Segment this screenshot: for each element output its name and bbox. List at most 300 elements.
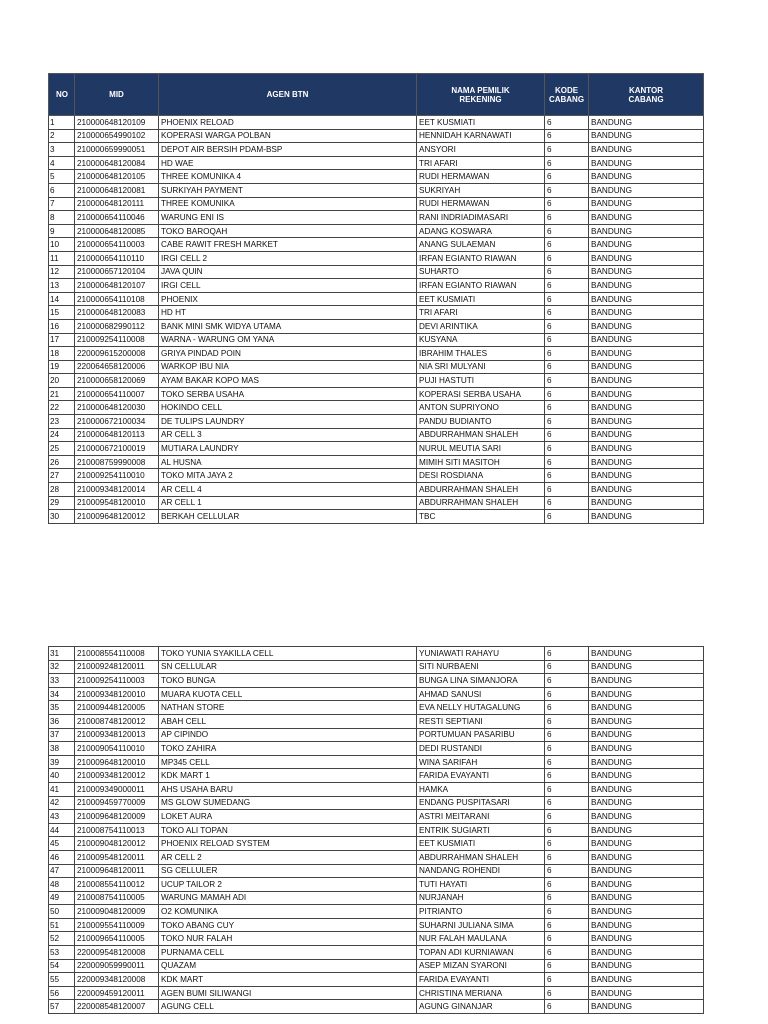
cell-kantor-cabang: BANDUNG (589, 918, 704, 932)
cell-kode-cabang: 6 (545, 306, 589, 320)
cell-nama-pemilik: PITRIANTO (417, 905, 545, 919)
cell-nama-pemilik: TBC (417, 510, 545, 524)
cell-agen-btn: MS GLOW SUMEDANG (159, 796, 417, 810)
cell-agen-btn: PHOENIX (159, 292, 417, 306)
cell-nama-pemilik: RUDI HERMAWAN (417, 170, 545, 184)
cell-kode-cabang: 6 (545, 401, 589, 415)
cell-kantor-cabang: BANDUNG (589, 946, 704, 960)
cell-kantor-cabang: BANDUNG (589, 823, 704, 837)
cell-kode-cabang: 6 (545, 455, 589, 469)
table-row (49, 306, 704, 320)
cell-agen-btn: AL HUSNA (159, 455, 417, 469)
table-row (49, 183, 704, 197)
cell-agen-btn: PURNAMA CELL (159, 946, 417, 960)
cell-agen-btn: PHOENIX RELOAD SYSTEM (159, 837, 417, 851)
cell-no: 56 (49, 986, 75, 1000)
cell-kantor-cabang: BANDUNG (589, 347, 704, 361)
cell-mid: 210000648120111 (75, 197, 159, 211)
cell-nama-pemilik: EET KUSMIATI (417, 837, 545, 851)
cell-agen-btn: MP345 CELL (159, 755, 417, 769)
cell-mid: 220064658120006 (75, 360, 159, 374)
cell-kode-cabang: 6 (545, 796, 589, 810)
cell-kantor-cabang: BANDUNG (589, 932, 704, 946)
cell-no: 27 (49, 469, 75, 483)
cell-mid: 210008759990008 (75, 455, 159, 469)
cell-kantor-cabang: BANDUNG (589, 660, 704, 674)
cell-agen-btn: O2 KOMUNIKA (159, 905, 417, 919)
cell-mid: 210000654990102 (75, 129, 159, 143)
cell-mid: 210000648120084 (75, 156, 159, 170)
cell-agen-btn: SURKIYAH PAYMENT (159, 183, 417, 197)
table-row (49, 986, 704, 1000)
cell-agen-btn: TOKO BUNGA (159, 674, 417, 688)
table-row (49, 156, 704, 170)
cell-agen-btn: THREE KOMUNIKA (159, 197, 417, 211)
cell-kode-cabang: 6 (545, 837, 589, 851)
cell-agen-btn: TOKO SERBA USAHA (159, 387, 417, 401)
cell-kode-cabang: 6 (545, 878, 589, 892)
cell-kode-cabang: 6 (545, 905, 589, 919)
cell-mid: 210008554110008 (75, 647, 159, 661)
cell-agen-btn: KDK MART 1 (159, 769, 417, 783)
table-row (49, 1000, 704, 1014)
table-row (49, 292, 704, 306)
cell-agen-btn: JAVA QUIN (159, 265, 417, 279)
cell-nama-pemilik: EVA NELLY HUTAGALUNG (417, 701, 545, 715)
cell-mid: 220009615200008 (75, 347, 159, 361)
cell-nama-pemilik: IBRAHIM THALES (417, 347, 545, 361)
cell-kantor-cabang: BANDUNG (589, 401, 704, 415)
cell-kantor-cabang: BANDUNG (589, 415, 704, 429)
cell-agen-btn: WARNA - WARUNG OM YANA (159, 333, 417, 347)
cell-kantor-cabang: BANDUNG (589, 782, 704, 796)
cell-mid: 210009349000011 (75, 782, 159, 796)
cell-kantor-cabang: BANDUNG (589, 292, 704, 306)
cell-nama-pemilik: NUR FALAH MAULANA (417, 932, 545, 946)
cell-kode-cabang: 6 (545, 224, 589, 238)
cell-mid: 210000657120104 (75, 265, 159, 279)
cell-kantor-cabang: BANDUNG (589, 728, 704, 742)
table-row (49, 810, 704, 824)
cell-agen-btn: HD HT (159, 306, 417, 320)
cell-no: 40 (49, 769, 75, 783)
cell-kantor-cabang: BANDUNG (589, 973, 704, 987)
cell-kantor-cabang: BANDUNG (589, 455, 704, 469)
cell-kode-cabang: 6 (545, 170, 589, 184)
table-row (49, 224, 704, 238)
cell-no: 18 (49, 347, 75, 361)
cell-agen-btn: QUAZAM (159, 959, 417, 973)
table-row (49, 891, 704, 905)
table-row (49, 864, 704, 878)
cell-nama-pemilik: ABDURRAHMAN SHALEH (417, 850, 545, 864)
cell-mid: 210000648120107 (75, 279, 159, 293)
cell-no: 5 (49, 170, 75, 184)
cell-no: 39 (49, 755, 75, 769)
cell-kantor-cabang: BANDUNG (589, 143, 704, 157)
cell-no: 31 (49, 647, 75, 661)
cell-mid: 210009048120009 (75, 905, 159, 919)
cell-agen-btn: TOKO MITA JAYA 2 (159, 469, 417, 483)
cell-mid: 210008748120012 (75, 714, 159, 728)
cell-kode-cabang: 6 (545, 510, 589, 524)
table-row (49, 279, 704, 293)
cell-kantor-cabang: BANDUNG (589, 810, 704, 824)
cell-mid: 210000648120030 (75, 401, 159, 415)
cell-mid: 210000654110110 (75, 251, 159, 265)
cell-kantor-cabang: BANDUNG (589, 238, 704, 252)
table-row (49, 878, 704, 892)
cell-kantor-cabang: BANDUNG (589, 878, 704, 892)
table-row (49, 755, 704, 769)
cell-nama-pemilik: PORTUMUAN PASARIBU (417, 728, 545, 742)
cell-no: 33 (49, 674, 75, 688)
cell-kantor-cabang: BANDUNG (589, 319, 704, 333)
cell-no: 22 (49, 401, 75, 415)
table-row (49, 647, 704, 661)
cell-mid: 220009059990011 (75, 959, 159, 973)
cell-no: 34 (49, 687, 75, 701)
cell-kode-cabang: 6 (545, 714, 589, 728)
cell-kode-cabang: 6 (545, 116, 589, 130)
cell-nama-pemilik: AHMAD SANUSI (417, 687, 545, 701)
cell-no: 26 (49, 455, 75, 469)
cell-kode-cabang: 6 (545, 932, 589, 946)
table-row (49, 674, 704, 688)
cell-nama-pemilik: NURJANAH (417, 891, 545, 905)
cell-no: 43 (49, 810, 75, 824)
cell-mid: 210009654110005 (75, 932, 159, 946)
cell-no: 48 (49, 878, 75, 892)
table-row (49, 129, 704, 143)
cell-mid: 210009254110003 (75, 674, 159, 688)
cell-mid: 210000654110007 (75, 387, 159, 401)
cell-no: 47 (49, 864, 75, 878)
cell-kantor-cabang: BANDUNG (589, 674, 704, 688)
cell-kantor-cabang: BANDUNG (589, 265, 704, 279)
cell-agen-btn: AHS USAHA BARU (159, 782, 417, 796)
cell-nama-pemilik: HENNIDAH KARNAWATI (417, 129, 545, 143)
cell-nama-pemilik: NIA SRI MULYANI (417, 360, 545, 374)
cell-kode-cabang: 6 (545, 415, 589, 429)
cell-agen-btn: WARKOP IBU NIA (159, 360, 417, 374)
table-body-2 (49, 647, 704, 1014)
cell-kode-cabang: 6 (545, 742, 589, 756)
cell-no: 45 (49, 837, 75, 851)
cell-agen-btn: AR CELL 3 (159, 428, 417, 442)
cell-kantor-cabang: BANDUNG (589, 986, 704, 1000)
cell-agen-btn: AR CELL 1 (159, 496, 417, 510)
cell-mid: 210009348120013 (75, 728, 159, 742)
table-row (49, 973, 704, 987)
cell-nama-pemilik: PANDU BUDIANTO (417, 415, 545, 429)
cell-nama-pemilik: AGUNG GINANJAR (417, 1000, 545, 1014)
cell-kantor-cabang: BANDUNG (589, 224, 704, 238)
cell-kode-cabang: 6 (545, 319, 589, 333)
table-row (49, 714, 704, 728)
cell-nama-pemilik: KOPERASI SERBA USAHA (417, 387, 545, 401)
cell-no: 15 (49, 306, 75, 320)
cell-agen-btn: TOKO ALI TOPAN (159, 823, 417, 837)
cell-no: 30 (49, 510, 75, 524)
cell-nama-pemilik: TRI AFARI (417, 306, 545, 320)
cell-mid: 210000648120109 (75, 116, 159, 130)
table-row (49, 197, 704, 211)
cell-nama-pemilik: YUNIAWATI RAHAYU (417, 647, 545, 661)
cell-agen-btn: DEPOT AIR BERSIH PDAM-BSP (159, 143, 417, 157)
cell-nama-pemilik: FARIDA EVAYANTI (417, 769, 545, 783)
cell-mid: 210009648120009 (75, 810, 159, 824)
cell-kode-cabang: 6 (545, 660, 589, 674)
cell-mid: 210009554110009 (75, 918, 159, 932)
cell-nama-pemilik: TOPAN ADI KURNIAWAN (417, 946, 545, 960)
cell-nama-pemilik: BUNGA LINA SIMANJORA (417, 674, 545, 688)
cell-kantor-cabang: BANDUNG (589, 742, 704, 756)
cell-no: 55 (49, 973, 75, 987)
cell-kode-cabang: 6 (545, 143, 589, 157)
cell-no: 11 (49, 251, 75, 265)
cell-kantor-cabang: BANDUNG (589, 496, 704, 510)
cell-kode-cabang: 6 (545, 292, 589, 306)
table-row (49, 374, 704, 388)
table-row (49, 251, 704, 265)
cell-mid: 210009548120011 (75, 850, 159, 864)
cell-mid: 210009348120014 (75, 483, 159, 497)
cell-agen-btn: AGUNG CELL (159, 1000, 417, 1014)
cell-mid: 210009648120012 (75, 510, 159, 524)
cell-kantor-cabang: BANDUNG (589, 211, 704, 225)
cell-nama-pemilik: MIMIH SITI MASITOH (417, 455, 545, 469)
cell-nama-pemilik: TUTI HAYATI (417, 878, 545, 892)
cell-no: 32 (49, 660, 75, 674)
cell-nama-pemilik: ABDURRAHMAN SHALEH (417, 428, 545, 442)
cell-agen-btn: BANK MINI SMK WIDYA UTAMA (159, 319, 417, 333)
cell-kantor-cabang: BANDUNG (589, 510, 704, 524)
cell-mid: 210000648120113 (75, 428, 159, 442)
table-row (49, 742, 704, 756)
cell-agen-btn: IRGI CELL (159, 279, 417, 293)
cell-agen-btn: MUARA KUOTA CELL (159, 687, 417, 701)
cell-no: 16 (49, 319, 75, 333)
table-row (49, 510, 704, 524)
cell-no: 19 (49, 360, 75, 374)
table-row (49, 211, 704, 225)
cell-nama-pemilik: ENDANG PUSPITASARI (417, 796, 545, 810)
cell-kantor-cabang: BANDUNG (589, 864, 704, 878)
cell-kode-cabang: 6 (545, 496, 589, 510)
cell-kode-cabang: 6 (545, 864, 589, 878)
cell-nama-pemilik: DEVI ARINTIKA (417, 319, 545, 333)
cell-nama-pemilik: DEDI RUSTANDI (417, 742, 545, 756)
cell-nama-pemilik: ANTON SUPRIYONO (417, 401, 545, 415)
cell-kode-cabang: 6 (545, 823, 589, 837)
cell-mid: 210009459770009 (75, 796, 159, 810)
cell-mid: 210009248120011 (75, 660, 159, 674)
cell-kantor-cabang: BANDUNG (589, 374, 704, 388)
cell-kantor-cabang: BANDUNG (589, 251, 704, 265)
table-row (49, 401, 704, 415)
cell-kode-cabang: 6 (545, 238, 589, 252)
table-row (49, 333, 704, 347)
cell-kode-cabang: 6 (545, 197, 589, 211)
cell-kode-cabang: 6 (545, 265, 589, 279)
cell-kode-cabang: 6 (545, 333, 589, 347)
cell-agen-btn: TOKO YUNIA SYAKILLA CELL (159, 647, 417, 661)
cell-nama-pemilik: ABDURRAHMAN SHALEH (417, 496, 545, 510)
cell-kantor-cabang: BANDUNG (589, 483, 704, 497)
table-row (49, 932, 704, 946)
table-row (49, 442, 704, 456)
cell-kode-cabang: 6 (545, 959, 589, 973)
cell-kantor-cabang: BANDUNG (589, 959, 704, 973)
cell-nama-pemilik: EET KUSMIATI (417, 292, 545, 306)
cell-kode-cabang: 6 (545, 156, 589, 170)
table-row (49, 483, 704, 497)
table-row (49, 946, 704, 960)
cell-nama-pemilik: DESI ROSDIANA (417, 469, 545, 483)
cell-kode-cabang: 6 (545, 810, 589, 824)
cell-mid: 210009348120010 (75, 687, 159, 701)
table-row (49, 415, 704, 429)
cell-kantor-cabang: BANDUNG (589, 469, 704, 483)
cell-agen-btn: HD WAE (159, 156, 417, 170)
cell-nama-pemilik: NANDANG ROHENDI (417, 864, 545, 878)
cell-nama-pemilik: IRFAN EGIANTO RIAWAN (417, 251, 545, 265)
cell-nama-pemilik: CHRISTINA MERIANA (417, 986, 545, 1000)
cell-no: 25 (49, 442, 75, 456)
cell-kantor-cabang: BANDUNG (589, 796, 704, 810)
cell-agen-btn: KDK MART (159, 973, 417, 987)
cell-kode-cabang: 6 (545, 701, 589, 715)
table-body-1 (49, 116, 704, 524)
cell-agen-btn: CABE RAWIT FRESH MARKET (159, 238, 417, 252)
table-row (49, 143, 704, 157)
cell-no: 24 (49, 428, 75, 442)
cell-nama-pemilik: FARIDA EVAYANTI (417, 973, 545, 987)
cell-kode-cabang: 6 (545, 918, 589, 932)
cell-agen-btn: WARUNG MAMAH ADI (159, 891, 417, 905)
cell-nama-pemilik: SUKRIYAH (417, 183, 545, 197)
cell-kantor-cabang: BANDUNG (589, 687, 704, 701)
cell-nama-pemilik: ASTRI MEITARANI (417, 810, 545, 824)
cell-kantor-cabang: BANDUNG (589, 333, 704, 347)
cell-agen-btn: SN CELLULAR (159, 660, 417, 674)
cell-kode-cabang: 6 (545, 647, 589, 661)
cell-mid: 210000648120081 (75, 183, 159, 197)
cell-kantor-cabang: BANDUNG (589, 905, 704, 919)
cell-mid: 210000648120085 (75, 224, 159, 238)
cell-kode-cabang: 6 (545, 782, 589, 796)
cell-mid: 210008754110013 (75, 823, 159, 837)
cell-agen-btn: MUTIARA LAUNDRY (159, 442, 417, 456)
cell-mid: 210000659990051 (75, 143, 159, 157)
cell-mid: 220008548120007 (75, 1000, 159, 1014)
cell-agen-btn: PHOENIX RELOAD (159, 116, 417, 130)
header-kode-cabang: KODE CABANG (545, 74, 589, 116)
table-row (49, 660, 704, 674)
cell-kode-cabang: 6 (545, 129, 589, 143)
cell-kode-cabang: 6 (545, 387, 589, 401)
cell-no: 54 (49, 959, 75, 973)
cell-no: 28 (49, 483, 75, 497)
cell-nama-pemilik: SUHARTO (417, 265, 545, 279)
table-row (49, 319, 704, 333)
cell-agen-btn: GRIYA PINDAD POIN (159, 347, 417, 361)
cell-nama-pemilik: WINA SARIFAH (417, 755, 545, 769)
cell-kantor-cabang: BANDUNG (589, 714, 704, 728)
cell-no: 21 (49, 387, 75, 401)
cell-mid: 210008554110012 (75, 878, 159, 892)
cell-kode-cabang: 6 (545, 986, 589, 1000)
cell-kantor-cabang: BANDUNG (589, 129, 704, 143)
cell-no: 2 (49, 129, 75, 143)
cell-mid: 210009448120005 (75, 701, 159, 715)
cell-mid: 210000654110108 (75, 292, 159, 306)
cell-kantor-cabang: BANDUNG (589, 647, 704, 661)
cell-kantor-cabang: BANDUNG (589, 891, 704, 905)
cell-agen-btn: TOKO BAROQAH (159, 224, 417, 238)
cell-no: 36 (49, 714, 75, 728)
table-row (49, 687, 704, 701)
cell-nama-pemilik: NURUL MEUTIA SARI (417, 442, 545, 456)
cell-no: 23 (49, 415, 75, 429)
cell-nama-pemilik: ABDURRAHMAN SHALEH (417, 483, 545, 497)
cell-mid: 210000648120083 (75, 306, 159, 320)
cell-kode-cabang: 6 (545, 850, 589, 864)
cell-kode-cabang: 6 (545, 469, 589, 483)
cell-no: 52 (49, 932, 75, 946)
cell-agen-btn: KOPERASI WARGA POLBAN (159, 129, 417, 143)
cell-agen-btn: DE TULIPS LAUNDRY (159, 415, 417, 429)
header-mid: MID (75, 74, 159, 116)
cell-no: 53 (49, 946, 75, 960)
cell-agen-btn: SG CELLULER (159, 864, 417, 878)
cell-nama-pemilik: HAMKA (417, 782, 545, 796)
header-kantor-cabang: KANTOR CABANG (589, 74, 704, 116)
cell-nama-pemilik: IRFAN EGIANTO RIAWAN (417, 279, 545, 293)
cell-kantor-cabang: BANDUNG (589, 428, 704, 442)
table-row (49, 387, 704, 401)
cell-kantor-cabang: BANDUNG (589, 850, 704, 864)
cell-kode-cabang: 6 (545, 687, 589, 701)
table-row (49, 837, 704, 851)
table-row (49, 905, 704, 919)
header-agen-btn: AGEN BTN (159, 74, 417, 116)
header-nama-pemilik-rekening: NAMA PEMILIK REKENING (417, 74, 545, 116)
cell-mid: 210009254110010 (75, 469, 159, 483)
table-row (49, 918, 704, 932)
cell-mid: 210009348120012 (75, 769, 159, 783)
cell-agen-btn: AP CIPINDO (159, 728, 417, 742)
cell-mid: 210009648120011 (75, 864, 159, 878)
cell-no: 17 (49, 333, 75, 347)
cell-agen-btn: BERKAH CELLULAR (159, 510, 417, 524)
cell-kantor-cabang: BANDUNG (589, 197, 704, 211)
cell-no: 50 (49, 905, 75, 919)
cell-kode-cabang: 6 (545, 674, 589, 688)
cell-mid: 220009548120008 (75, 946, 159, 960)
cell-nama-pemilik: SITI NURBAENI (417, 660, 545, 674)
cell-no: 20 (49, 374, 75, 388)
cell-kode-cabang: 6 (545, 442, 589, 456)
cell-kode-cabang: 6 (545, 483, 589, 497)
cell-no: 41 (49, 782, 75, 796)
cell-kantor-cabang: BANDUNG (589, 442, 704, 456)
cell-agen-btn: THREE KOMUNIKA 4 (159, 170, 417, 184)
table-row (49, 496, 704, 510)
table-row (49, 455, 704, 469)
cell-mid: 210009254110008 (75, 333, 159, 347)
